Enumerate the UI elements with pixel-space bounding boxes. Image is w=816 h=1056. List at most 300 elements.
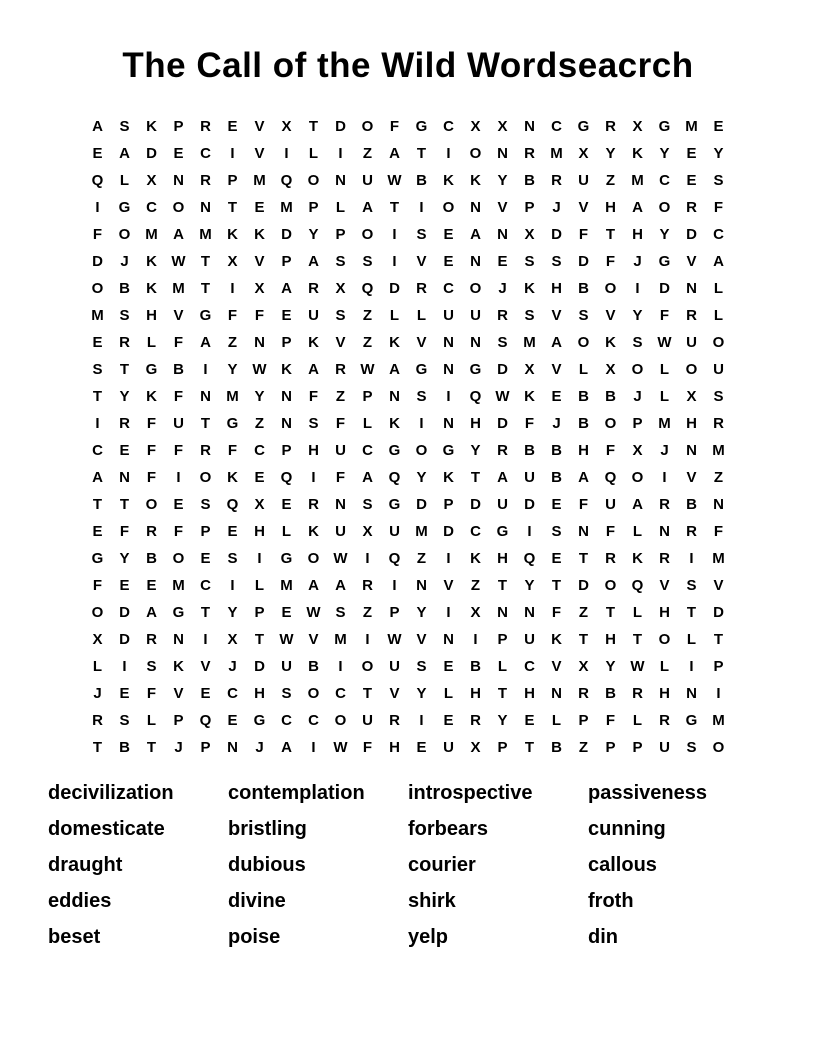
grid-letter: K	[524, 388, 535, 405]
word-list-item: forbears	[408, 818, 489, 840]
word-list-item: shirk	[408, 890, 456, 912]
grid-letter: R	[686, 307, 697, 324]
grid-letter: R	[632, 685, 643, 702]
grid-letter: P	[173, 118, 184, 135]
grid-letter: W	[495, 388, 510, 405]
grid-letter: M	[658, 415, 671, 432]
grid-letter: M	[712, 442, 725, 459]
grid-letter: N	[335, 172, 346, 189]
grid-letter: S	[119, 307, 130, 324]
grid-letter: Z	[416, 550, 427, 567]
grid-letter: A	[578, 469, 589, 486]
grid-letter: R	[686, 523, 697, 540]
grid-letter: Y	[416, 469, 427, 486]
grid-letter: Z	[470, 577, 481, 594]
grid-letter: S	[551, 253, 562, 270]
grid-letter: C	[308, 712, 319, 729]
grid-letter: V	[254, 118, 265, 135]
grid-letter: M	[631, 172, 644, 189]
grid-letter: W	[387, 631, 402, 648]
grid-letter: Y	[605, 145, 616, 162]
word-list-item: courier	[408, 854, 476, 876]
grid-letter: I	[230, 280, 235, 297]
grid-row	[84, 140, 732, 167]
grid-letter: T	[686, 604, 697, 621]
grid-letter: L	[659, 361, 670, 378]
grid-row	[84, 653, 732, 680]
grid-letter: V	[686, 253, 697, 270]
grid-letter: O	[91, 604, 104, 621]
grid-letter: F	[605, 442, 616, 459]
grid-letter: G	[658, 118, 671, 135]
word-list-item: callous	[588, 854, 657, 876]
grid-letter: L	[416, 307, 427, 324]
grid-letter: H	[605, 199, 616, 216]
grid-letter: Q	[280, 172, 293, 189]
grid-letter: X	[227, 253, 238, 270]
grid-letter: B	[524, 442, 535, 459]
grid-letter: F	[173, 334, 184, 351]
grid-letter: I	[446, 145, 451, 162]
grid-letter: M	[280, 577, 293, 594]
grid-letter: O	[334, 712, 347, 729]
grid-letter: U	[335, 523, 346, 540]
grid-letter: V	[416, 631, 427, 648]
grid-letter: A	[281, 739, 292, 756]
grid-letter: I	[122, 658, 127, 675]
grid-row	[84, 734, 732, 761]
grid-letter: D	[146, 145, 157, 162]
grid-letter: U	[335, 442, 346, 459]
grid-letter: F	[335, 469, 346, 486]
grid-letter: C	[443, 280, 454, 297]
grid-letter: E	[443, 253, 454, 270]
grid-row	[84, 275, 732, 302]
grid-letter: U	[470, 307, 481, 324]
grid-row	[84, 329, 732, 356]
grid-letter: N	[281, 415, 292, 432]
grid-letter: B	[119, 280, 130, 297]
grid-letter: Y	[659, 226, 670, 243]
grid-letter: S	[146, 658, 157, 675]
word-list-item: din	[588, 926, 618, 948]
grid-letter: J	[660, 442, 669, 459]
grid-letter: I	[230, 145, 235, 162]
grid-letter: V	[308, 631, 319, 648]
grid-letter: U	[281, 658, 292, 675]
grid-letter: I	[689, 550, 694, 567]
grid-letter: I	[419, 415, 424, 432]
grid-letter: R	[200, 442, 211, 459]
grid-letter: H	[551, 280, 562, 297]
grid-letter: H	[632, 226, 643, 243]
grid-letter: L	[686, 631, 697, 648]
grid-letter: D	[335, 118, 346, 135]
grid-letter: U	[389, 658, 400, 675]
grid-letter: M	[415, 523, 428, 540]
grid-letter: E	[524, 712, 535, 729]
grid-letter: O	[145, 496, 158, 513]
grid-letter: L	[659, 388, 670, 405]
grid-letter: Q	[226, 496, 239, 513]
grid-letter: C	[146, 199, 157, 216]
grid-letter: Q	[631, 577, 644, 594]
grid-letter: S	[281, 685, 292, 702]
grid-letter: S	[416, 658, 427, 675]
grid-row	[84, 302, 732, 329]
grid-letter: N	[470, 199, 481, 216]
grid-letter: E	[281, 307, 292, 324]
grid-letter: G	[145, 361, 158, 378]
grid-letter: X	[362, 523, 373, 540]
grid-letter: Z	[362, 334, 373, 351]
grid-letter: B	[605, 388, 616, 405]
grid-letter: A	[713, 253, 724, 270]
grid-letter: S	[335, 604, 346, 621]
grid-letter: F	[605, 253, 616, 270]
grid-letter: D	[119, 631, 130, 648]
grid-letter: R	[686, 199, 697, 216]
grid-letter: A	[497, 469, 508, 486]
grid-letter: R	[578, 685, 589, 702]
grid-letter: S	[119, 712, 130, 729]
grid-letter: O	[361, 118, 374, 135]
grid-letter: R	[119, 415, 130, 432]
grid-letter: V	[173, 307, 184, 324]
grid-letter: V	[443, 577, 454, 594]
grid-letter: P	[605, 739, 616, 756]
grid-letter: D	[659, 280, 670, 297]
grid-letter: J	[633, 253, 642, 270]
grid-letter: N	[497, 604, 508, 621]
grid-letter: H	[659, 604, 670, 621]
grid-letter: P	[497, 739, 508, 756]
grid-letter: P	[200, 523, 211, 540]
word-list-item: passiveness	[588, 782, 707, 804]
grid-letter: V	[173, 685, 184, 702]
grid-letter: B	[308, 658, 319, 675]
grid-letter: S	[308, 415, 319, 432]
grid-letter: X	[254, 496, 265, 513]
grid-letter: E	[227, 523, 238, 540]
grid-letter: Q	[91, 172, 104, 189]
grid-letter: V	[389, 685, 400, 702]
grid-letter: R	[308, 496, 319, 513]
grid-letter: E	[254, 199, 265, 216]
grid-letter: D	[497, 415, 508, 432]
grid-letter: L	[281, 523, 292, 540]
grid-letter: A	[362, 199, 373, 216]
grid-letter: N	[254, 334, 265, 351]
grid-letter: E	[119, 577, 130, 594]
grid-letter: D	[389, 280, 400, 297]
grid-letter: A	[389, 361, 400, 378]
grid-letter: K	[254, 226, 265, 243]
grid-letter: C	[551, 118, 562, 135]
grid-letter: M	[253, 172, 266, 189]
grid-letter: F	[92, 226, 103, 243]
grid-letter: G	[199, 307, 212, 324]
grid-row	[84, 221, 732, 248]
grid-letter: L	[713, 307, 724, 324]
grid-letter: O	[361, 658, 374, 675]
grid-letter: I	[365, 631, 370, 648]
grid-letter: Y	[497, 712, 508, 729]
grid-letter: Z	[254, 415, 265, 432]
grid-letter: P	[200, 739, 211, 756]
grid-letter: P	[389, 604, 400, 621]
grid-letter: L	[578, 361, 589, 378]
grid-letter: A	[308, 361, 319, 378]
grid-row	[84, 167, 732, 194]
grid-letter: Y	[119, 550, 130, 567]
grid-letter: Y	[524, 577, 535, 594]
grid-letter: K	[146, 118, 157, 135]
grid-letter: G	[658, 253, 671, 270]
grid-letter: L	[92, 658, 103, 675]
grid-letter: H	[254, 685, 265, 702]
grid-letter: R	[200, 118, 211, 135]
grid-letter: F	[659, 307, 670, 324]
grid-letter: J	[255, 739, 264, 756]
grid-row	[84, 491, 732, 518]
grid-letter: I	[716, 685, 721, 702]
grid-letter: H	[659, 685, 670, 702]
grid-letter: O	[604, 415, 617, 432]
grid-letter: P	[308, 199, 319, 216]
grid-letter: R	[497, 307, 508, 324]
grid-letter: U	[605, 496, 616, 513]
word-list-item: decivilization	[48, 782, 174, 804]
grid-letter: V	[551, 307, 562, 324]
grid-letter: G	[442, 442, 455, 459]
grid-letter: G	[469, 361, 482, 378]
grid-letter: T	[92, 388, 103, 405]
grid-letter: Q	[604, 469, 617, 486]
grid-letter: N	[686, 280, 697, 297]
grid-letter: E	[551, 496, 562, 513]
grid-letter: I	[203, 361, 208, 378]
grid-letter: M	[712, 550, 725, 567]
grid-letter: F	[146, 442, 157, 459]
grid-letter: F	[578, 496, 589, 513]
grid-letter: L	[713, 280, 724, 297]
grid-letter: F	[119, 523, 130, 540]
grid-letter: L	[146, 712, 157, 729]
grid-letter: O	[307, 550, 320, 567]
grid-letter: O	[469, 145, 482, 162]
grid-letter: L	[362, 415, 373, 432]
grid-letter: A	[308, 577, 319, 594]
grid-letter: M	[226, 388, 239, 405]
grid-letter: K	[470, 172, 481, 189]
grid-letter: T	[497, 685, 508, 702]
grid-letter: W	[252, 361, 267, 378]
grid-letter: S	[632, 334, 643, 351]
grid-letter: C	[200, 145, 211, 162]
grid-letter: Y	[416, 685, 427, 702]
grid-letter: D	[119, 604, 130, 621]
grid-letter: R	[605, 550, 616, 567]
grid-letter: S	[524, 253, 535, 270]
grid-letter: F	[173, 523, 184, 540]
grid-letter: C	[227, 685, 238, 702]
grid-letter: A	[173, 226, 184, 243]
grid-letter: K	[308, 334, 319, 351]
grid-letter: Q	[469, 388, 482, 405]
grid-letter: E	[92, 145, 103, 162]
grid-letter: G	[226, 415, 239, 432]
grid-letter: F	[362, 739, 373, 756]
grid-letter: N	[470, 253, 481, 270]
grid-letter: P	[443, 496, 454, 513]
grid-letter: S	[497, 334, 508, 351]
grid-letter: E	[713, 118, 724, 135]
grid-letter: N	[200, 388, 211, 405]
grid-letter: N	[443, 334, 454, 351]
grid-letter: E	[173, 145, 184, 162]
grid-letter: H	[686, 415, 697, 432]
grid-letter: E	[92, 523, 103, 540]
grid-letter: T	[119, 361, 130, 378]
grid-letter: N	[713, 496, 724, 513]
grid-letter: X	[470, 118, 481, 135]
grid-letter: O	[631, 361, 644, 378]
grid-letter: R	[146, 523, 157, 540]
grid-letter: V	[254, 253, 265, 270]
grid-letter: A	[470, 226, 481, 243]
grid-letter: E	[497, 253, 508, 270]
grid-letter: H	[578, 442, 589, 459]
grid-row	[84, 626, 732, 653]
grid-letter: I	[365, 550, 370, 567]
grid-letter: Q	[388, 469, 401, 486]
grid-letter: S	[227, 550, 238, 567]
grid-letter: G	[388, 442, 401, 459]
grid-letter: O	[172, 550, 185, 567]
grid-letter: J	[120, 253, 129, 270]
grid-letter: V	[686, 469, 697, 486]
grid-letter: H	[605, 631, 616, 648]
grid-letter: E	[686, 172, 697, 189]
grid-letter: O	[631, 469, 644, 486]
grid-letter: R	[146, 631, 157, 648]
grid-letter: X	[470, 739, 481, 756]
grid-letter: P	[281, 442, 292, 459]
grid-letter: F	[146, 415, 157, 432]
grid-letter: H	[308, 442, 319, 459]
grid-row	[84, 248, 732, 275]
grid-letter: R	[605, 118, 616, 135]
grid-letter: B	[470, 658, 481, 675]
grid-letter: F	[173, 442, 184, 459]
grid-letter: F	[605, 712, 616, 729]
grid-letter: N	[497, 145, 508, 162]
grid-letter: H	[524, 685, 535, 702]
grid-letter: S	[200, 496, 211, 513]
grid-letter: I	[311, 469, 316, 486]
grid-letter: R	[659, 550, 670, 567]
grid-letter: E	[200, 685, 211, 702]
grid-letter: P	[335, 226, 346, 243]
grid-letter: V	[578, 199, 589, 216]
grid-letter: K	[146, 280, 157, 297]
grid-letter: E	[200, 550, 211, 567]
grid-letter: M	[334, 631, 347, 648]
grid-letter: C	[92, 442, 103, 459]
grid-letter: B	[416, 172, 427, 189]
grid-letter: I	[338, 658, 343, 675]
grid-letter: T	[362, 685, 373, 702]
word-list-item: draught	[48, 854, 123, 876]
grid-letter: T	[200, 604, 211, 621]
grid-letter: F	[551, 604, 562, 621]
grid-letter: P	[173, 712, 184, 729]
grid-letter: N	[200, 199, 211, 216]
grid-letter: D	[686, 226, 697, 243]
grid-letter: X	[470, 604, 481, 621]
grid-letter: V	[551, 658, 562, 675]
grid-letter: J	[552, 199, 561, 216]
grid-letter: P	[524, 199, 535, 216]
grid-letter: T	[200, 280, 211, 297]
grid-letter: X	[686, 388, 697, 405]
word-list-item: cunning	[588, 818, 666, 840]
grid-letter: F	[308, 388, 319, 405]
grid-letter: Z	[335, 388, 346, 405]
grid-letter: S	[686, 577, 697, 594]
grid-letter: K	[308, 523, 319, 540]
grid-letter: F	[335, 415, 346, 432]
grid-letter: I	[230, 577, 235, 594]
grid-letter: T	[497, 577, 508, 594]
grid-letter: R	[92, 712, 103, 729]
grid-letter: E	[281, 496, 292, 513]
grid-letter: N	[173, 172, 184, 189]
grid-letter: Y	[254, 388, 265, 405]
grid-letter: I	[635, 280, 640, 297]
word-list-item: dubious	[228, 854, 306, 876]
grid-letter: I	[284, 145, 289, 162]
grid-letter: E	[281, 604, 292, 621]
grid-letter: O	[604, 280, 617, 297]
grid-letter: F	[713, 199, 724, 216]
grid-letter: O	[91, 280, 104, 297]
grid-letter: T	[227, 199, 238, 216]
grid-letter: C	[443, 118, 454, 135]
grid-letter: L	[254, 577, 265, 594]
grid-letter: Z	[578, 604, 589, 621]
grid-letter: D	[281, 226, 292, 243]
grid-letter: W	[171, 253, 186, 270]
grid-letter: K	[524, 280, 535, 297]
grid-letter: L	[497, 658, 508, 675]
grid-letter: B	[686, 496, 697, 513]
grid-letter: K	[389, 334, 400, 351]
grid-row	[84, 680, 732, 707]
grid-letter: G	[415, 361, 428, 378]
grid-letter: K	[227, 226, 238, 243]
grid-letter: J	[552, 415, 561, 432]
word-list-item: poise	[228, 926, 281, 948]
grid-letter: C	[281, 712, 292, 729]
grid-letter: I	[662, 469, 667, 486]
grid-letter: V	[416, 253, 427, 270]
word-list	[48, 777, 768, 957]
grid-row	[84, 572, 732, 599]
grid-letter: X	[632, 442, 643, 459]
grid-row	[84, 113, 732, 140]
